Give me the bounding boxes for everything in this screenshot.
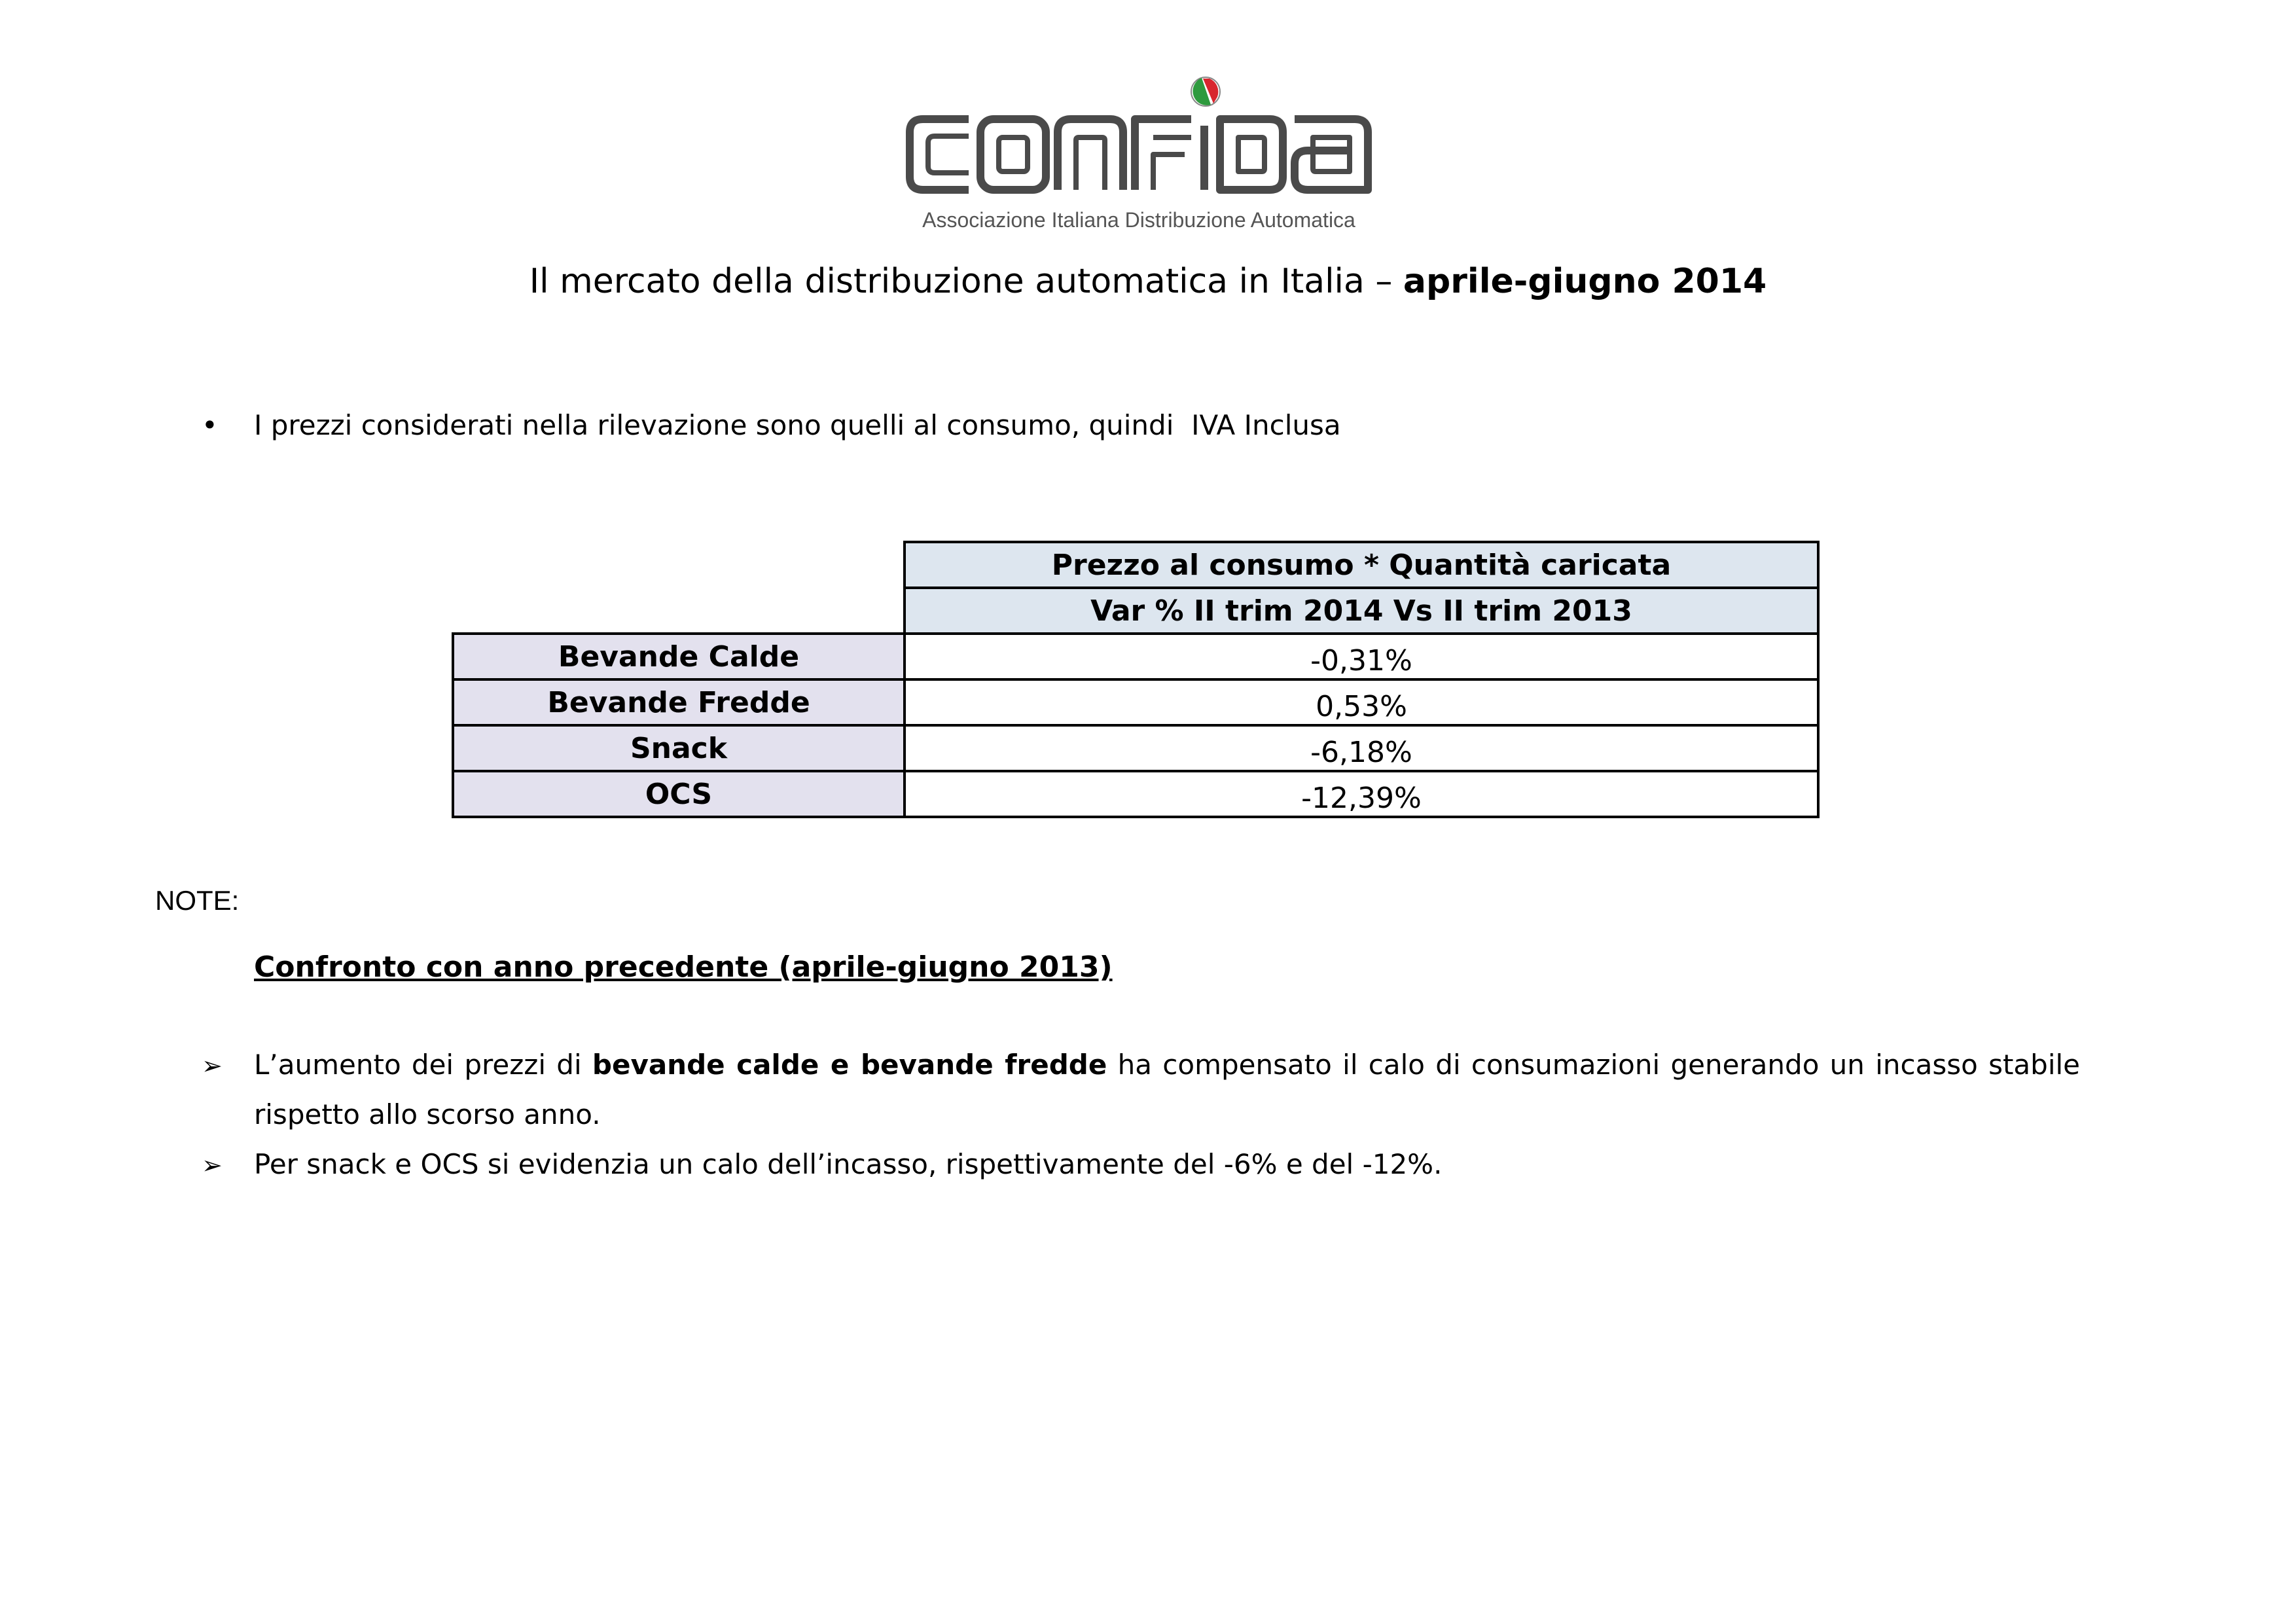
table-row-label: Snack	[452, 724, 906, 772]
table-row-value: -6,18%	[903, 724, 1820, 772]
table-row-label: OCS	[452, 770, 906, 818]
table-row-value: 0,53%	[903, 678, 1820, 727]
table-row-label: Bevande Calde	[452, 632, 906, 681]
note-item-line-2: rispetto allo scorso anno.	[254, 1098, 601, 1130]
italian-flag-icon	[1191, 77, 1220, 106]
logo-subtitle: Associazione Italiana Distribuzione Automatica	[922, 208, 1355, 232]
notes-heading: Confronto con anno precedente (aprile-giugno 2013)	[254, 950, 1113, 984]
bullet-text: I prezzi considerati nella rilevazione sono quelli al consumo, quindi IVA Inclusa	[254, 409, 1341, 441]
confida-wordmark	[910, 119, 1368, 190]
page-title-main: Il mercato della distribuzione automatica in Italia –	[529, 262, 1403, 301]
table-row-value: -0,31%	[903, 632, 1820, 681]
note-item-text: Per snack e OCS si evidenzia un calo dell’incasso, rispettivamente del -6% e del -12%.	[254, 1148, 1443, 1180]
arrow-bullet-icon: ➢	[202, 1051, 223, 1080]
note-item-line-1	[254, 1049, 2080, 1081]
bullet-dot-icon: •	[202, 409, 218, 441]
table-header-2: Var % II trim 2014 Vs II trim 2013	[903, 586, 1820, 635]
page-title	[0, 262, 2296, 301]
page-title-period: aprile-giugno 2014	[1403, 262, 1767, 301]
notes-label: NOTE:	[155, 885, 240, 916]
table-row-label: Bevande Fredde	[452, 678, 906, 727]
arrow-bullet-icon: ➢	[202, 1151, 223, 1180]
table-row-value: -12,39%	[903, 770, 1820, 818]
note-item-text: L’aumento dei prezzi di	[254, 1049, 592, 1081]
confida-logo	[903, 72, 1374, 236]
note-item-text: ha compensato il calo di consumazioni generando un incasso stabile	[1107, 1049, 2080, 1081]
price-variation-table	[452, 541, 1820, 818]
confida-logo-graphic	[903, 72, 1374, 203]
table-header-1: Prezzo al consumo * Quantità caricata	[903, 541, 1820, 589]
note-item-bold: bevande calde e bevande fredde	[592, 1049, 1107, 1081]
